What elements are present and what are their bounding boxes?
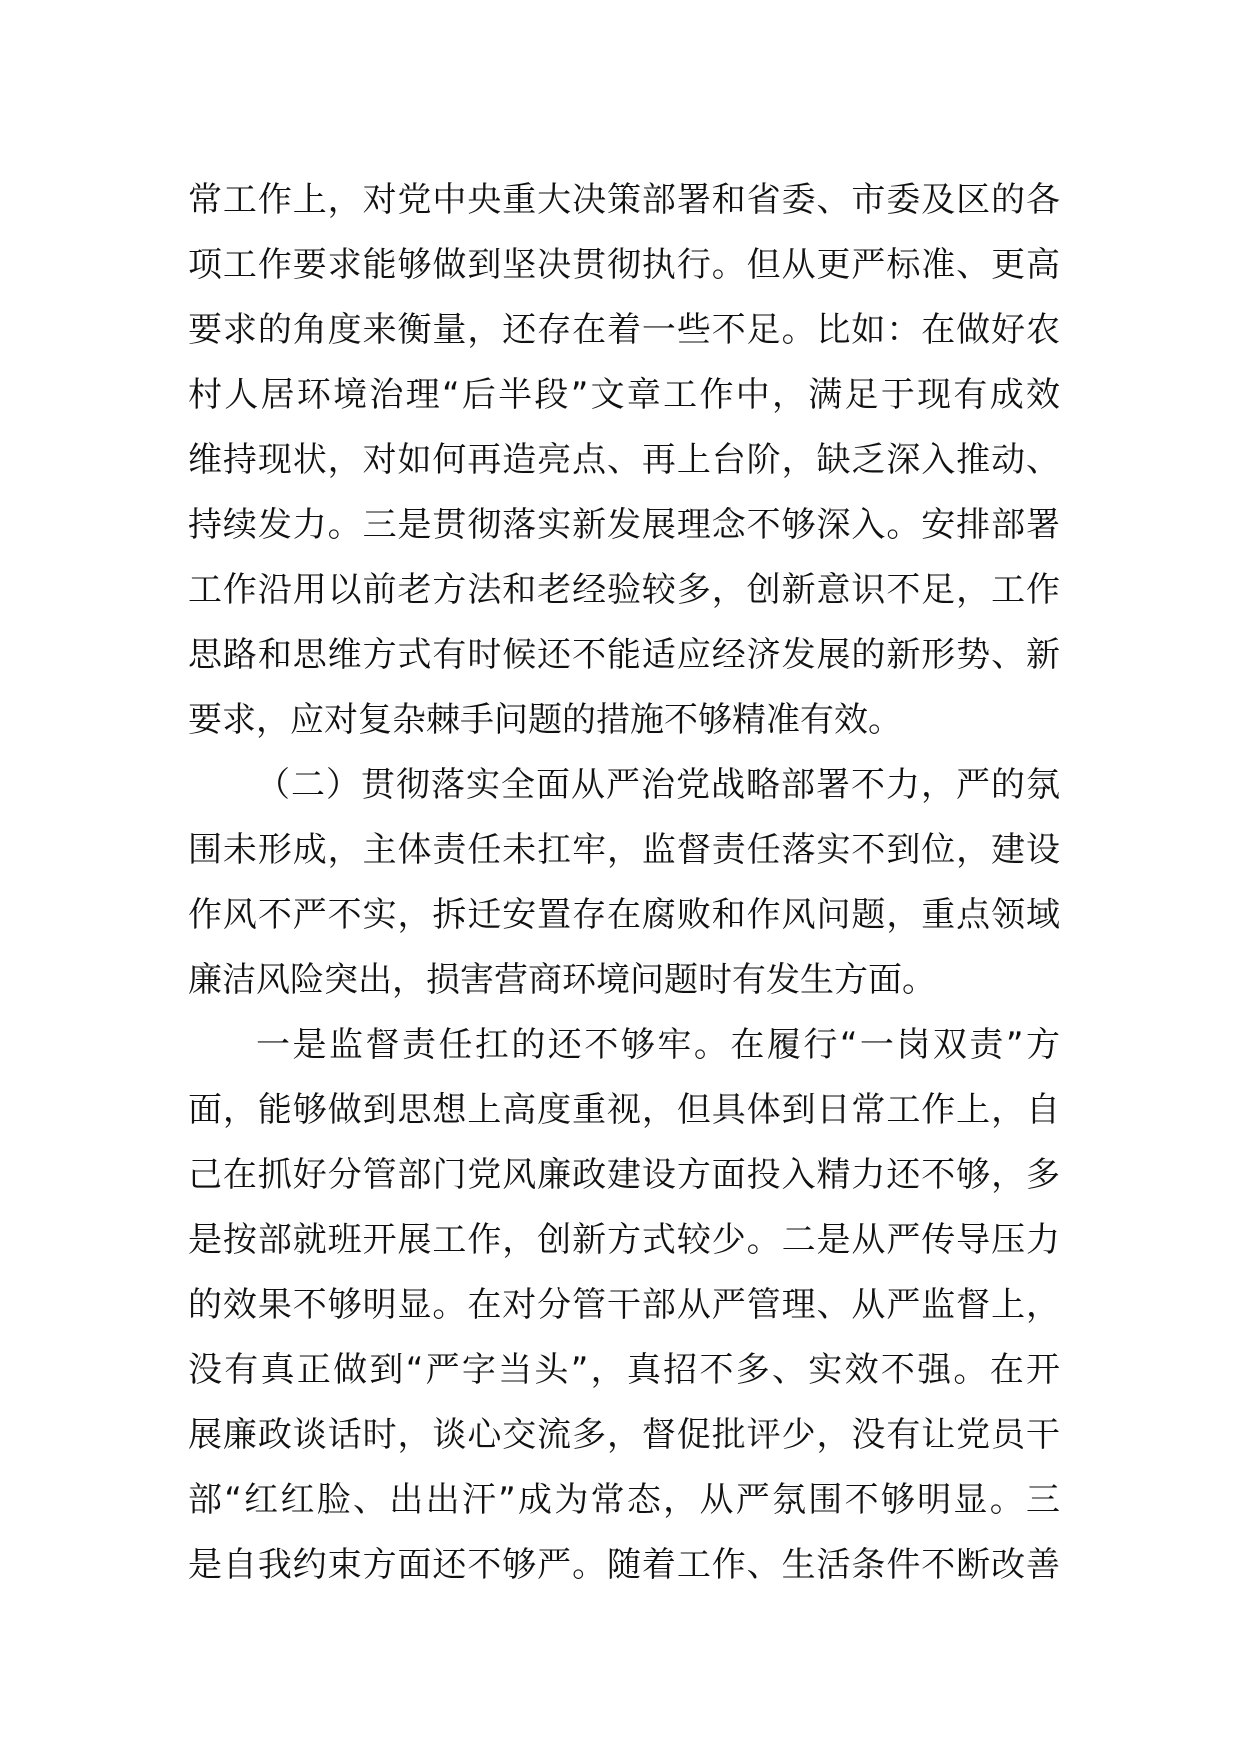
- text-line: 常工作上，对党中央重大决策部署和省委、市委及区的各: [188, 180, 1060, 220]
- text-line: 面，能够做到思想上高度重视，但具体到日常工作上，自: [188, 1090, 1060, 1130]
- text-line: 部“红红脸、出出汗”成为常态，从严氛围不够明显。三: [188, 1480, 1060, 1520]
- text-line: 是自我约束方面还不够严。随着工作、生活条件不断改善: [188, 1545, 1060, 1585]
- body-text: [188, 168, 1060, 1598]
- text-line: 的效果不够明显。在对分管干部从严管理、从严监督上，: [188, 1285, 1060, 1325]
- text-line: 围未形成，主体责任未扛牢，监督责任落实不到位，建设: [188, 830, 1060, 870]
- text-line: 作风不严不实，拆迁安置存在腐败和作风问题，重点领域: [188, 895, 1060, 935]
- text-line: 要求的角度来衡量，还存在着一些不足。比如：在做好农: [188, 310, 1060, 350]
- text-line: 工作沿用以前老方法和老经验较多，创新意识不足，工作: [188, 570, 1060, 610]
- section-heading-line: （二）贯彻落实全面从严治党战略部署不力，严的氛: [256, 765, 1060, 805]
- text-line: 没有真正做到“严字当头”，真招不多、实效不强。在开: [188, 1350, 1060, 1390]
- text-line: 维持现状，对如何再造亮点、再上台阶，缺乏深入推动、: [188, 440, 1060, 480]
- text-line: 是按部就班开展工作，创新方式较少。二是从严传导压力: [188, 1220, 1060, 1260]
- paragraph-start-line: 一是监督责任扛的还不够牢。在履行“一岗双责”方: [256, 1025, 1060, 1065]
- text-line: 己在抓好分管部门党风廉政建设方面投入精力还不够，多: [188, 1155, 1060, 1195]
- text-line: 展廉政谈话时，谈心交流多，督促批评少，没有让党员干: [188, 1415, 1060, 1455]
- text-line: 项工作要求能够做到坚决贯彻执行。但从更严标准、更高: [188, 245, 1060, 285]
- text-line: 思路和思维方式有时候还不能适应经济发展的新形势、新: [188, 635, 1060, 675]
- text-line: 要求，应对复杂棘手问题的措施不够精准有效。: [188, 700, 902, 740]
- text-line: 村人居环境治理“后半段”文章工作中，满足于现有成效: [188, 375, 1060, 415]
- text-line: 廉洁风险突出，损害营商环境问题时有发生方面。: [188, 960, 936, 1000]
- text-line: 持续发力。三是贯彻落实新发展理念不够深入。安排部署: [188, 505, 1060, 545]
